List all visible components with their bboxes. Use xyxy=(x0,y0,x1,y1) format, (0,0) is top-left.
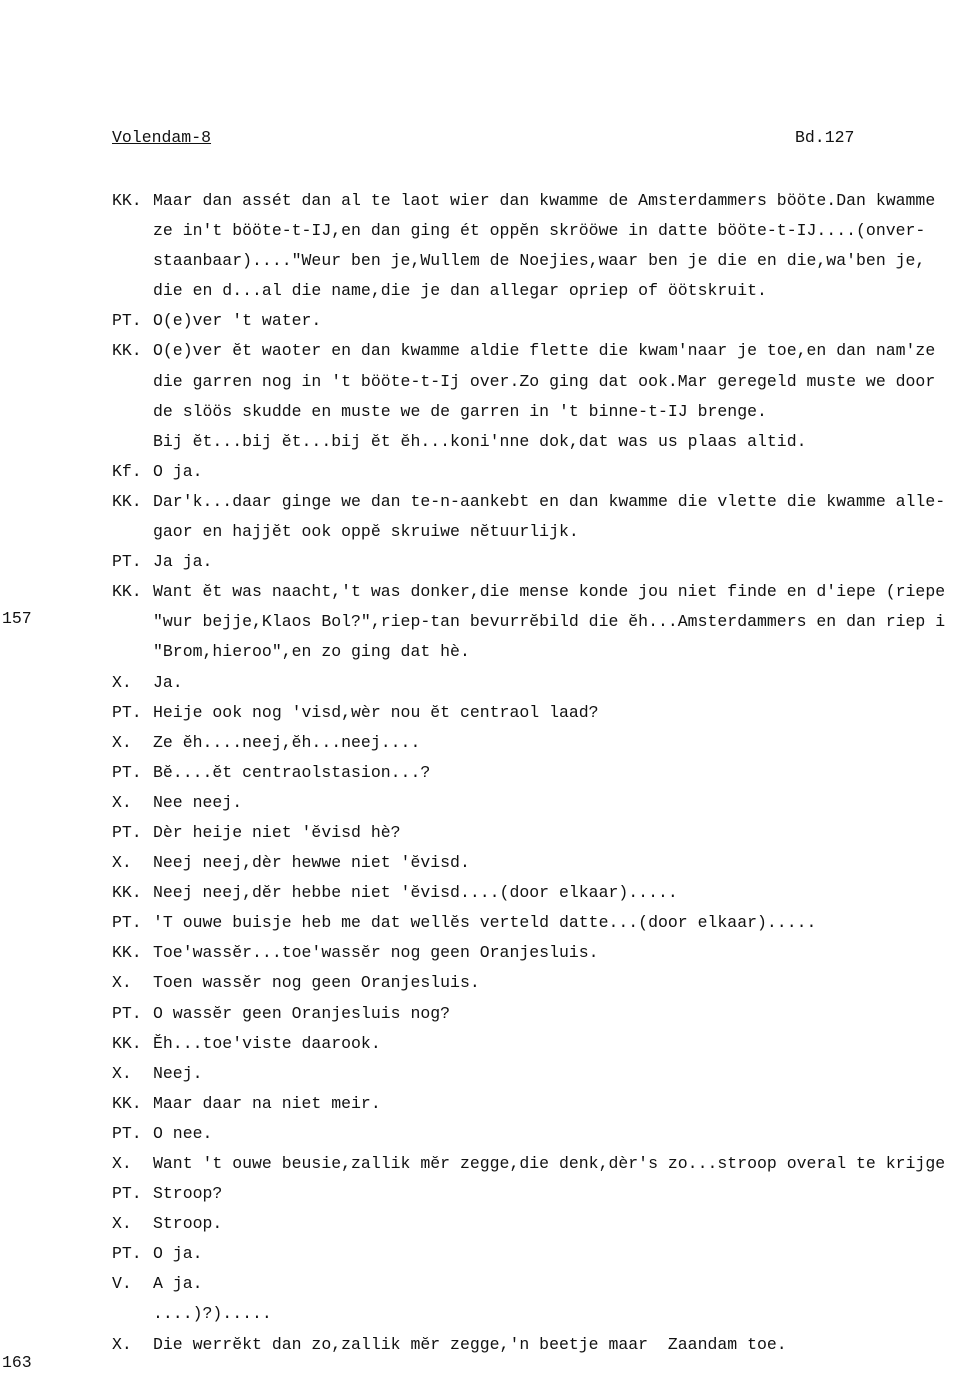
utterance-line: staanbaar)...."Weur ben je,Wullem de Noejies,waar ben je die en die,wa'ben je, xyxy=(153,251,926,271)
utterance xyxy=(153,1209,954,1239)
transcript-entry xyxy=(112,758,954,788)
utterance xyxy=(153,1330,954,1360)
utterance-line: Stroop. xyxy=(153,1214,223,1234)
speaker-label: KK. xyxy=(112,1093,142,1113)
margin-line-number: 163 xyxy=(2,1353,32,1372)
utterance xyxy=(153,457,954,487)
utterance xyxy=(153,1299,954,1329)
speaker-label: X. xyxy=(112,853,132,873)
utterance-line: Ze ĕh....neej,ĕh...neej.... xyxy=(153,732,421,752)
transcript-entry xyxy=(112,487,954,547)
utterance xyxy=(153,908,954,938)
transcript-entry xyxy=(112,1179,954,1209)
speaker-label: X. xyxy=(112,672,132,692)
utterance xyxy=(153,336,954,456)
speaker-label: PT. xyxy=(112,762,142,782)
transcript-entry xyxy=(112,1239,954,1269)
utterance-line: Die werrĕkt dan zo,zallik mĕr zegge,'n beetje maar Zaandam toe. xyxy=(153,1334,787,1354)
transcript-entry xyxy=(112,848,954,878)
speaker-label: X. xyxy=(112,973,132,993)
utterance xyxy=(153,848,954,878)
utterance-line: Want ĕt was naacht,'t was donker,die mense konde jou niet finde en d'iepe (riepe xyxy=(153,582,946,602)
speaker-label: PT. xyxy=(112,702,142,722)
utterance xyxy=(153,1059,954,1089)
utterance-line: O(e)ver ĕt waoter en dan kwamme aldie flette die kwam'naar je toe,en dan nam'ze xyxy=(153,341,936,361)
utterance-line: Toe'wassĕr...toe'wassĕr nog geen Oranjesluis. xyxy=(153,943,599,963)
transcript-entry xyxy=(112,788,954,818)
utterance xyxy=(153,1179,954,1209)
utterance-line: Bĕ....ĕt centraolstasion...? xyxy=(153,762,431,782)
utterance xyxy=(153,487,954,547)
speaker-label: KK. xyxy=(112,491,142,511)
speaker-label: X. xyxy=(112,1214,132,1234)
speaker-label: KK. xyxy=(112,883,142,903)
transcript-entry xyxy=(112,306,954,336)
transcript-entry xyxy=(112,1089,954,1119)
utterance-line: Ja. xyxy=(153,672,183,692)
speaker-label: PT. xyxy=(112,1123,142,1143)
utterance xyxy=(153,728,954,758)
utterance-line: Heije ook nog 'visd,wèr nou ĕt centraol laad? xyxy=(153,702,599,722)
utterance-line: Dar'k...daar ginge we dan te-n-aankebt en dan kwamme die vlette die kwamme alle- xyxy=(153,491,946,511)
transcript-entry xyxy=(112,336,954,456)
utterance xyxy=(153,968,954,998)
speaker-label: X. xyxy=(112,1334,132,1354)
speaker-label: V. xyxy=(112,1274,132,1294)
speaker-label: PT. xyxy=(112,1003,142,1023)
margin-line-number: 157 xyxy=(2,609,32,628)
utterance xyxy=(153,1089,954,1119)
utterance xyxy=(153,186,954,306)
transcript-entry xyxy=(112,1029,954,1059)
transcript-entry xyxy=(112,668,954,698)
speaker-label: PT. xyxy=(112,913,142,933)
utterance-line: Maar daar na niet meir. xyxy=(153,1093,381,1113)
speaker-label: KK. xyxy=(112,341,142,361)
utterance-line: Neej. xyxy=(153,1063,203,1083)
utterance xyxy=(153,1239,954,1269)
utterance-line: Bij ĕt...bij ĕt...bij ĕt ĕh...koni'nne dok,dat was us plaas altid. xyxy=(153,431,807,451)
speaker-label: Kf. xyxy=(112,461,142,481)
utterance-line: de slöös skudde en muste we de garren in 't binne-t-IJ brenge. xyxy=(153,401,767,421)
utterance xyxy=(153,306,954,336)
speaker-label: PT. xyxy=(112,311,142,331)
transcript-entry xyxy=(112,186,954,306)
utterance xyxy=(153,758,954,788)
transcript-entry xyxy=(112,908,954,938)
speaker-label: KK. xyxy=(112,191,142,210)
speaker-label: X. xyxy=(112,792,132,812)
utterance xyxy=(153,668,954,698)
transcript-entry xyxy=(112,818,954,848)
speaker-label: X. xyxy=(112,1063,132,1083)
utterance xyxy=(153,1269,954,1299)
utterance-line: die en d...al die name,die je dan allegar opriep of öötskruit. xyxy=(153,281,767,301)
utterance xyxy=(153,878,954,908)
speaker-label: KK. xyxy=(112,943,142,963)
utterance-line: Neej neej,dèr hewwe niet 'ĕvisd. xyxy=(153,853,470,873)
utterance-line: Dèr heije niet 'ĕvisd hè? xyxy=(153,822,401,842)
page-reference: Bd.127 xyxy=(795,128,855,147)
utterance-line: O nee. xyxy=(153,1123,213,1143)
utterance-line: Nee neej. xyxy=(153,792,243,812)
utterance-line: "wur bejje,Klaos Bol?",riep-tan bevurrĕbild die ĕh...Amsterdammers en dan riep i xyxy=(153,612,946,632)
utterance-line: die garren nog in 't bööte-t-Ij over.Zo ging dat ook.Mar geregeld muste we door xyxy=(153,371,936,391)
utterance-line: Stroop? xyxy=(153,1184,223,1204)
transcript-entry xyxy=(112,547,954,577)
transcript-entry xyxy=(112,1119,954,1149)
transcript-entry xyxy=(112,938,954,968)
utterance-line: O ja. xyxy=(153,1244,203,1264)
speaker-label: PT. xyxy=(112,822,142,842)
transcript-entry xyxy=(112,1269,954,1299)
utterance-line: A ja. xyxy=(153,1274,203,1294)
speaker-label: KK. xyxy=(112,582,142,602)
speaker-label: PT. xyxy=(112,1184,142,1204)
utterance xyxy=(153,698,954,728)
utterance-line: Ja ja. xyxy=(153,552,213,572)
speaker-label: PT. xyxy=(112,1244,142,1264)
speaker-label: PT. xyxy=(112,552,142,572)
transcript-entry xyxy=(112,999,954,1029)
utterance-line: Maar dan assét dan al te laot wier dan kwamme de Amsterdammers bööte.Dan kwamme xyxy=(153,191,936,210)
utterance xyxy=(153,577,954,667)
utterance-line: O wassĕr geen Oranjesluis nog? xyxy=(153,1003,451,1023)
transcript-entry xyxy=(112,577,954,667)
transcript-entry xyxy=(112,1209,954,1239)
utterance-line: "Brom,hieroo",en zo ging dat hè. xyxy=(153,642,470,662)
utterance xyxy=(153,999,954,1029)
utterance-line: O ja. xyxy=(153,461,203,481)
utterance xyxy=(153,547,954,577)
transcript-entry xyxy=(112,728,954,758)
utterance xyxy=(153,1119,954,1149)
transcript-entry xyxy=(112,1149,954,1179)
utterance-line: Toen wassĕr nog geen Oranjesluis. xyxy=(153,973,480,993)
utterance-line: gaor en hajjĕt ook oppĕ skruiwe nĕtuurlijk. xyxy=(153,522,579,542)
utterance xyxy=(153,788,954,818)
speaker-label: X. xyxy=(112,732,132,752)
utterance-line: Want 't ouwe beusie,zallik mĕr zegge,die denk,dèr's zo...stroop overal te krijge xyxy=(153,1154,946,1173)
transcript-entry xyxy=(112,968,954,998)
utterance xyxy=(153,938,954,968)
speaker-label: KK. xyxy=(112,1033,142,1053)
utterance xyxy=(153,818,954,848)
utterance-line: ....)?)..... xyxy=(153,1304,272,1324)
utterance xyxy=(153,1149,954,1179)
transcript-entry xyxy=(112,457,954,487)
speaker-label: X. xyxy=(112,1154,132,1173)
utterance-line: ze in't bööte-t-IJ,en dan ging ét oppĕn skrööwe in datte bööte-t-IJ....(onver- xyxy=(153,221,926,241)
transcript-entry xyxy=(112,878,954,908)
transcript-entry xyxy=(112,1299,954,1329)
transcript-entry xyxy=(112,698,954,728)
transcript-body xyxy=(112,186,954,1360)
document-title: Volendam-8 xyxy=(112,128,212,147)
utterance-line: Ĕh...toe'viste daarook. xyxy=(153,1033,381,1053)
utterance-line: Neej neej,dĕr hebbe niet 'ĕvisd....(door elkaar)..... xyxy=(153,883,678,903)
transcript-entry xyxy=(112,1059,954,1089)
utterance-line: 'T ouwe buisje heb me dat wellĕs verteld datte...(door elkaar)..... xyxy=(153,913,817,933)
transcript-entry xyxy=(112,1330,954,1360)
utterance-line: O(e)ver 't water. xyxy=(153,311,322,331)
utterance xyxy=(153,1029,954,1059)
